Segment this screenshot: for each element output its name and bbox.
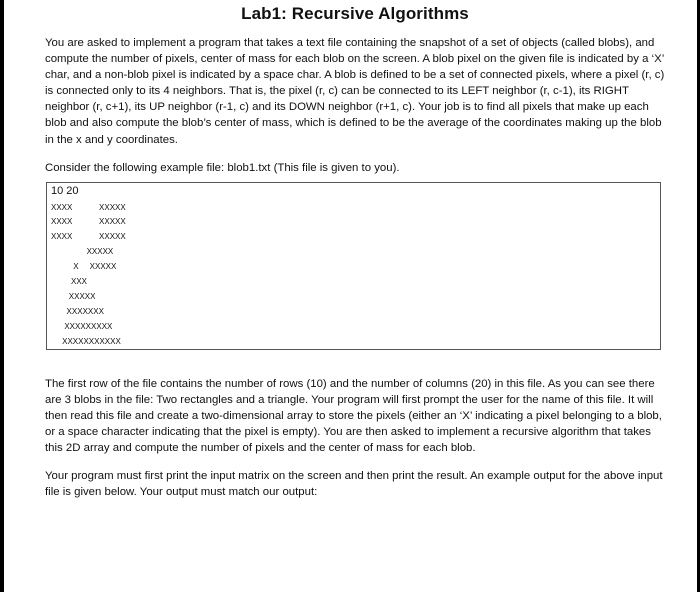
example-file-box [46,182,661,350]
file-row: XXXXXXXXX [51,322,113,331]
page-title: Lab1: Recursive Algorithms [241,4,469,23]
output-intro-paragraph: Your program must first print the input matrix on the screen and then print the result. An example output for the above input file is given below. Your output must match our output: [45,470,663,499]
file-row: XXX [51,277,88,286]
file-row: XXXXXXXXXXX [51,337,121,346]
intro-paragraph: You are asked to implement a program that takes a text file containing the snapshot of a set of objects (called blobs), and compute the number of pixels, center of mass for each blob on the screen. A blob pixel on the given file is indicated by a ‘X’ char, and a non-blob pixel is indicated by a space char. A blob is defined to be a set of connected pixels, where a pixel (r, c) is connected only to its 4 neighbors. That is, the pixel (r, c) can be connected to its LEFT neighbor (r, c-1), its RIGHT neighbor (r, c+1), its UP neighbor (r-1, c) and its DOWN neighbor (r+1, c). Your job is to find all pixels that make up each blob and also compute the blob’s center of mass, which is defined to be the average of the coordinates making up the blob in the x and y coordinates. [45,37,665,146]
file-row: X XXXXX [51,262,117,271]
file-row: XXXXXXX [51,307,104,316]
example-intro-paragraph: Consider the following example file: blob1.txt (This file is given to you). [45,162,400,174]
file-row: XXXX XXXXX [51,203,126,212]
file-row: XXXXX [51,247,114,256]
file-row: XXXXX [51,292,96,301]
file-row: XXXX XXXXX [51,232,126,241]
explanation-paragraph: The first row of the file contains the number of rows (10) and the number of columns (20) in this file. As you can see there are 3 blobs in the file: Two rectangles and a triangle. Your program will first prompt the user for the name of this file. It will then read this file and create a two-dimensional array to store the pixels (either an ‘X’ indicating a pixel belonging to a blob, or a space character indicating that the pixel is empty). You are then asked to implement a recursive algorithm that takes this 2D array and compute the number of pixels and the center of mass for each blob. [45,378,662,455]
file-header-line: 10 20 [51,185,79,197]
file-row: XXXX XXXXX [51,217,126,226]
left-frame-edge [0,0,4,592]
